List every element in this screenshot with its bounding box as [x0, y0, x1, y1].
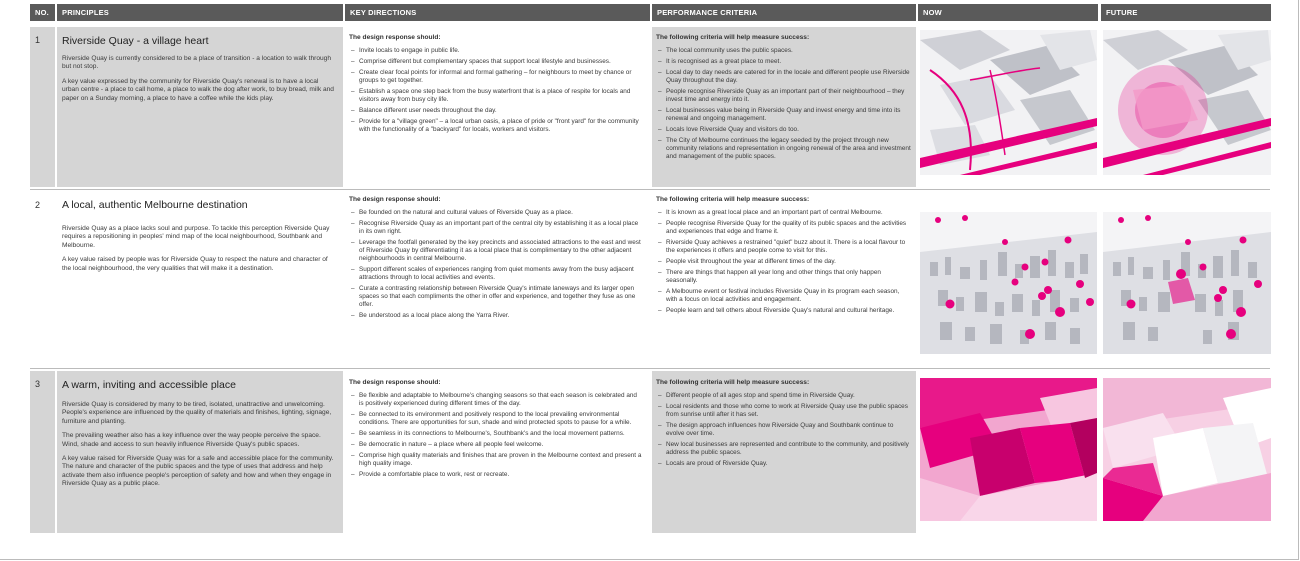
row-1-future-image	[1103, 30, 1271, 175]
list-item: – Curate a contrasting relationship between Riverside Quay's intimate laneways and its larger open spaces so that each compliments the other in offer and experience, and together they fuse as one offer.	[349, 285, 642, 309]
list-item: – Provide a comfortable place to work, rest or recreate.	[349, 471, 642, 479]
row-1-key-directions	[345, 27, 650, 187]
list-item: – Local residents and those who come to work at Riverside Quay use the public spaces from sunrise until after it has set.	[656, 403, 912, 419]
row-divider	[30, 368, 1270, 369]
list-item: – There are things that happen all year long and other things that only happen seasonally.	[656, 269, 912, 285]
list-item: – Comprise high quality materials and finishes that are proven in the Melbourne context and present a high quality image.	[349, 452, 642, 468]
row-1-kd-lead: The design response should:	[349, 34, 441, 41]
header-future: FUTURE	[1101, 4, 1271, 21]
row-2-number: 2	[35, 200, 41, 210]
header-key-directions: KEY DIRECTIONS	[345, 4, 650, 21]
list-item: – Be founded on the natural and cultural values of Riverside Quay as a place.	[349, 209, 642, 217]
list-item: – Different people of all ages stop and spend time in Riverside Quay.	[656, 392, 912, 400]
row-2-kd-lead: The design response should:	[349, 196, 441, 203]
list-item: – Balance different user needs throughout the day.	[349, 107, 642, 115]
list-item: – Local businesses value being in Riverside Quay and invest energy and time into its renewal and ongoing management.	[656, 107, 912, 123]
row-1-performance-criteria	[652, 27, 916, 187]
row-3-title: A warm, inviting and accessible place	[62, 379, 236, 391]
list-item: – Riverside Quay achieves a restrained "quiet" buzz about it. There is a local flavour to the experiences it offers and people come to visit for this.	[656, 239, 912, 255]
row-3-key-directions	[345, 371, 650, 533]
list-item: – The design approach influences how Riverside Quay and Southbank continue to evolve over time.	[656, 422, 912, 438]
row-1-paragraph: Riverside Quay is currently considered to be a place of transition - a location to walk through but not stop.	[62, 55, 332, 71]
list-item: – A Melbourne event or festival includes Riverside Quay in its program each season, with a focus on local activities and engagement.	[656, 288, 912, 304]
row-1-paragraph: A key value expressed by the community for Riverside Quay's renewal is to have a local urban centre - a place to call home, a place to walk the dog after work, to buy bread, milk and paper on a Sunday morning, a place to have a coffee while the kids play.	[62, 77, 334, 102]
list-item: – Provide for a "village green" – a local urban oasis, a place of pride or "front yard" for the community with the functionality of a "backyard" for locals, workers and visitors.	[349, 118, 642, 134]
list-item: – Leverage the footfall generated by the key precincts and associated attractions to the east and west of Riverside Quay by differentiating it as a local place that is complimentary to the other adjacent neighbourhoods in central Melbourne.	[349, 239, 642, 263]
list-item: – Local day to day needs are catered for in the locale and different people use Riverside Quay throughout the day.	[656, 69, 912, 85]
list-item: – Locals are proud of Riverside Quay.	[656, 460, 912, 468]
row-1-title: Riverside Quay - a village heart	[62, 35, 209, 47]
list-item: – Be seamless in its connections to Melbourne's, Southbank's and the local movement patterns.	[349, 430, 642, 438]
list-item: – It is known as a great local place and an important part of central Melbourne.	[656, 209, 912, 217]
list-item: – New local businesses are represented and contribute to the community, and positively address the public spaces.	[656, 441, 912, 457]
row-3-now-image	[920, 378, 1097, 521]
list-item: – Support different scales of experiences ranging from quiet moments away from the busy adjacent attractions through to local activities and events.	[349, 266, 642, 282]
row-2-performance-criteria	[652, 192, 916, 364]
list-item: – Comprise different but complementary spaces that support local lifestyle and businesses.	[349, 58, 642, 66]
header-performance-criteria: PERFORMANCE CRITERIA	[652, 4, 916, 21]
list-item: – The City of Melbourne continues the legacy seeded by the project through new community relations and representation in ongoing renewal of the area and investment and management of the public spaces.	[656, 137, 912, 161]
list-item: – Create clear focal points for informal and formal gathering – for neighbours to meet by chance or groups to get together.	[349, 69, 642, 85]
list-item: – Recognise Riverside Quay as an important part of the central city by establishing it as a local place in its own right.	[349, 220, 642, 236]
list-item: – People visit throughout the year at different times of the day.	[656, 258, 912, 266]
row-2-key-directions	[345, 192, 650, 364]
row-3-paragraph: A key value raised for Riverside Quay was for a safe and accessible place for the community. The nature and character of the public spaces and the type of uses that address and help activate them also influence people's perception of safety and how and when they engage in Riverside Quay as a public place.	[62, 455, 334, 488]
list-item: – Invite locals to engage in public life.	[349, 47, 642, 55]
list-item: – Be democratic in nature – a place where all people feel welcome.	[349, 441, 642, 449]
row-1-principle	[57, 27, 343, 187]
row-3-pc-lead: The following criteria will help measure success:	[656, 379, 810, 386]
list-item: – Be understood as a local place along the Yarra River.	[349, 312, 642, 320]
row-2-paragraph: A key value raised by people was for Riverside Quay to respect the nature and character of the local neighbourhood, the very qualities that will make it a destination.	[62, 256, 328, 272]
list-item: – People learn and tell others about Riverside Quay's natural and cultural heritage.	[656, 307, 912, 315]
row-3-paragraph: The prevailing weather also has a key influence over the way people perceive the space. Wind, shade and access to sun heavily influence Riverside Quay's public spaces.	[62, 432, 321, 448]
row-2-now-image	[920, 212, 1097, 354]
header-principles: PRINCIPLES	[57, 4, 343, 21]
list-item: – It is recognised as a great place to meet.	[656, 58, 912, 66]
row-2-pc-lead: The following criteria will help measure success:	[656, 196, 810, 203]
header-now: NOW	[918, 4, 1098, 21]
list-item: – Be flexible and adaptable to Melbourne's changing seasons so that each season is celebrated and is positively experienced during different times of the day.	[349, 392, 642, 408]
row-3-performance-criteria	[652, 371, 916, 533]
row-divider	[30, 189, 1270, 190]
header-no: NO.	[30, 4, 55, 21]
row-2-future-image	[1103, 212, 1271, 354]
list-item: – Establish a space one step back from the busy waterfront that is a place of respite for locals and visitors away from busy city life.	[349, 88, 642, 104]
row-2-title: A local, authentic Melbourne destination	[62, 199, 248, 211]
row-1-now-image	[920, 30, 1097, 175]
row-3-paragraph: Riverside Quay is considered by many to be tired, isolated, unattractive and unwelcoming. People's experience are influenced by the quality of materials and finishes, lighting, signage, furniture and planting.	[62, 401, 332, 425]
row-1-number: 1	[30, 27, 55, 187]
row-2-paragraph: Riverside Quay as a place lacks soul and purpose. To tackle this perception Riverside Quay requires a repositioning in peoples' mind map of the local neighbourhood, Southbank and Melbourne.	[62, 225, 330, 249]
row-3-number: 3	[30, 371, 55, 533]
row-3-principle	[57, 371, 343, 533]
row-3-kd-lead: The design response should:	[349, 379, 441, 386]
list-item: – People recognise Riverside Quay for the quality of its public spaces and the activities and experiences that edge and frame it.	[656, 220, 912, 236]
list-item: – The local community uses the public spaces.	[656, 47, 912, 55]
list-item: – Locals love Riverside Quay and visitors do too.	[656, 126, 912, 134]
row-1-pc-lead: The following criteria will help measure success:	[656, 34, 810, 41]
list-item: – Be connected to its environment and positively respond to the local prevailing environmental conditions. There are opportunities for sun, shade and wind protected spots to pause for a while.	[349, 411, 642, 427]
row-2-principle	[57, 192, 343, 364]
list-item: – People recognise Riverside Quay as an important part of their neighbourhood – they invest time and energy into it.	[656, 88, 912, 104]
row-3-future-image	[1103, 378, 1271, 521]
